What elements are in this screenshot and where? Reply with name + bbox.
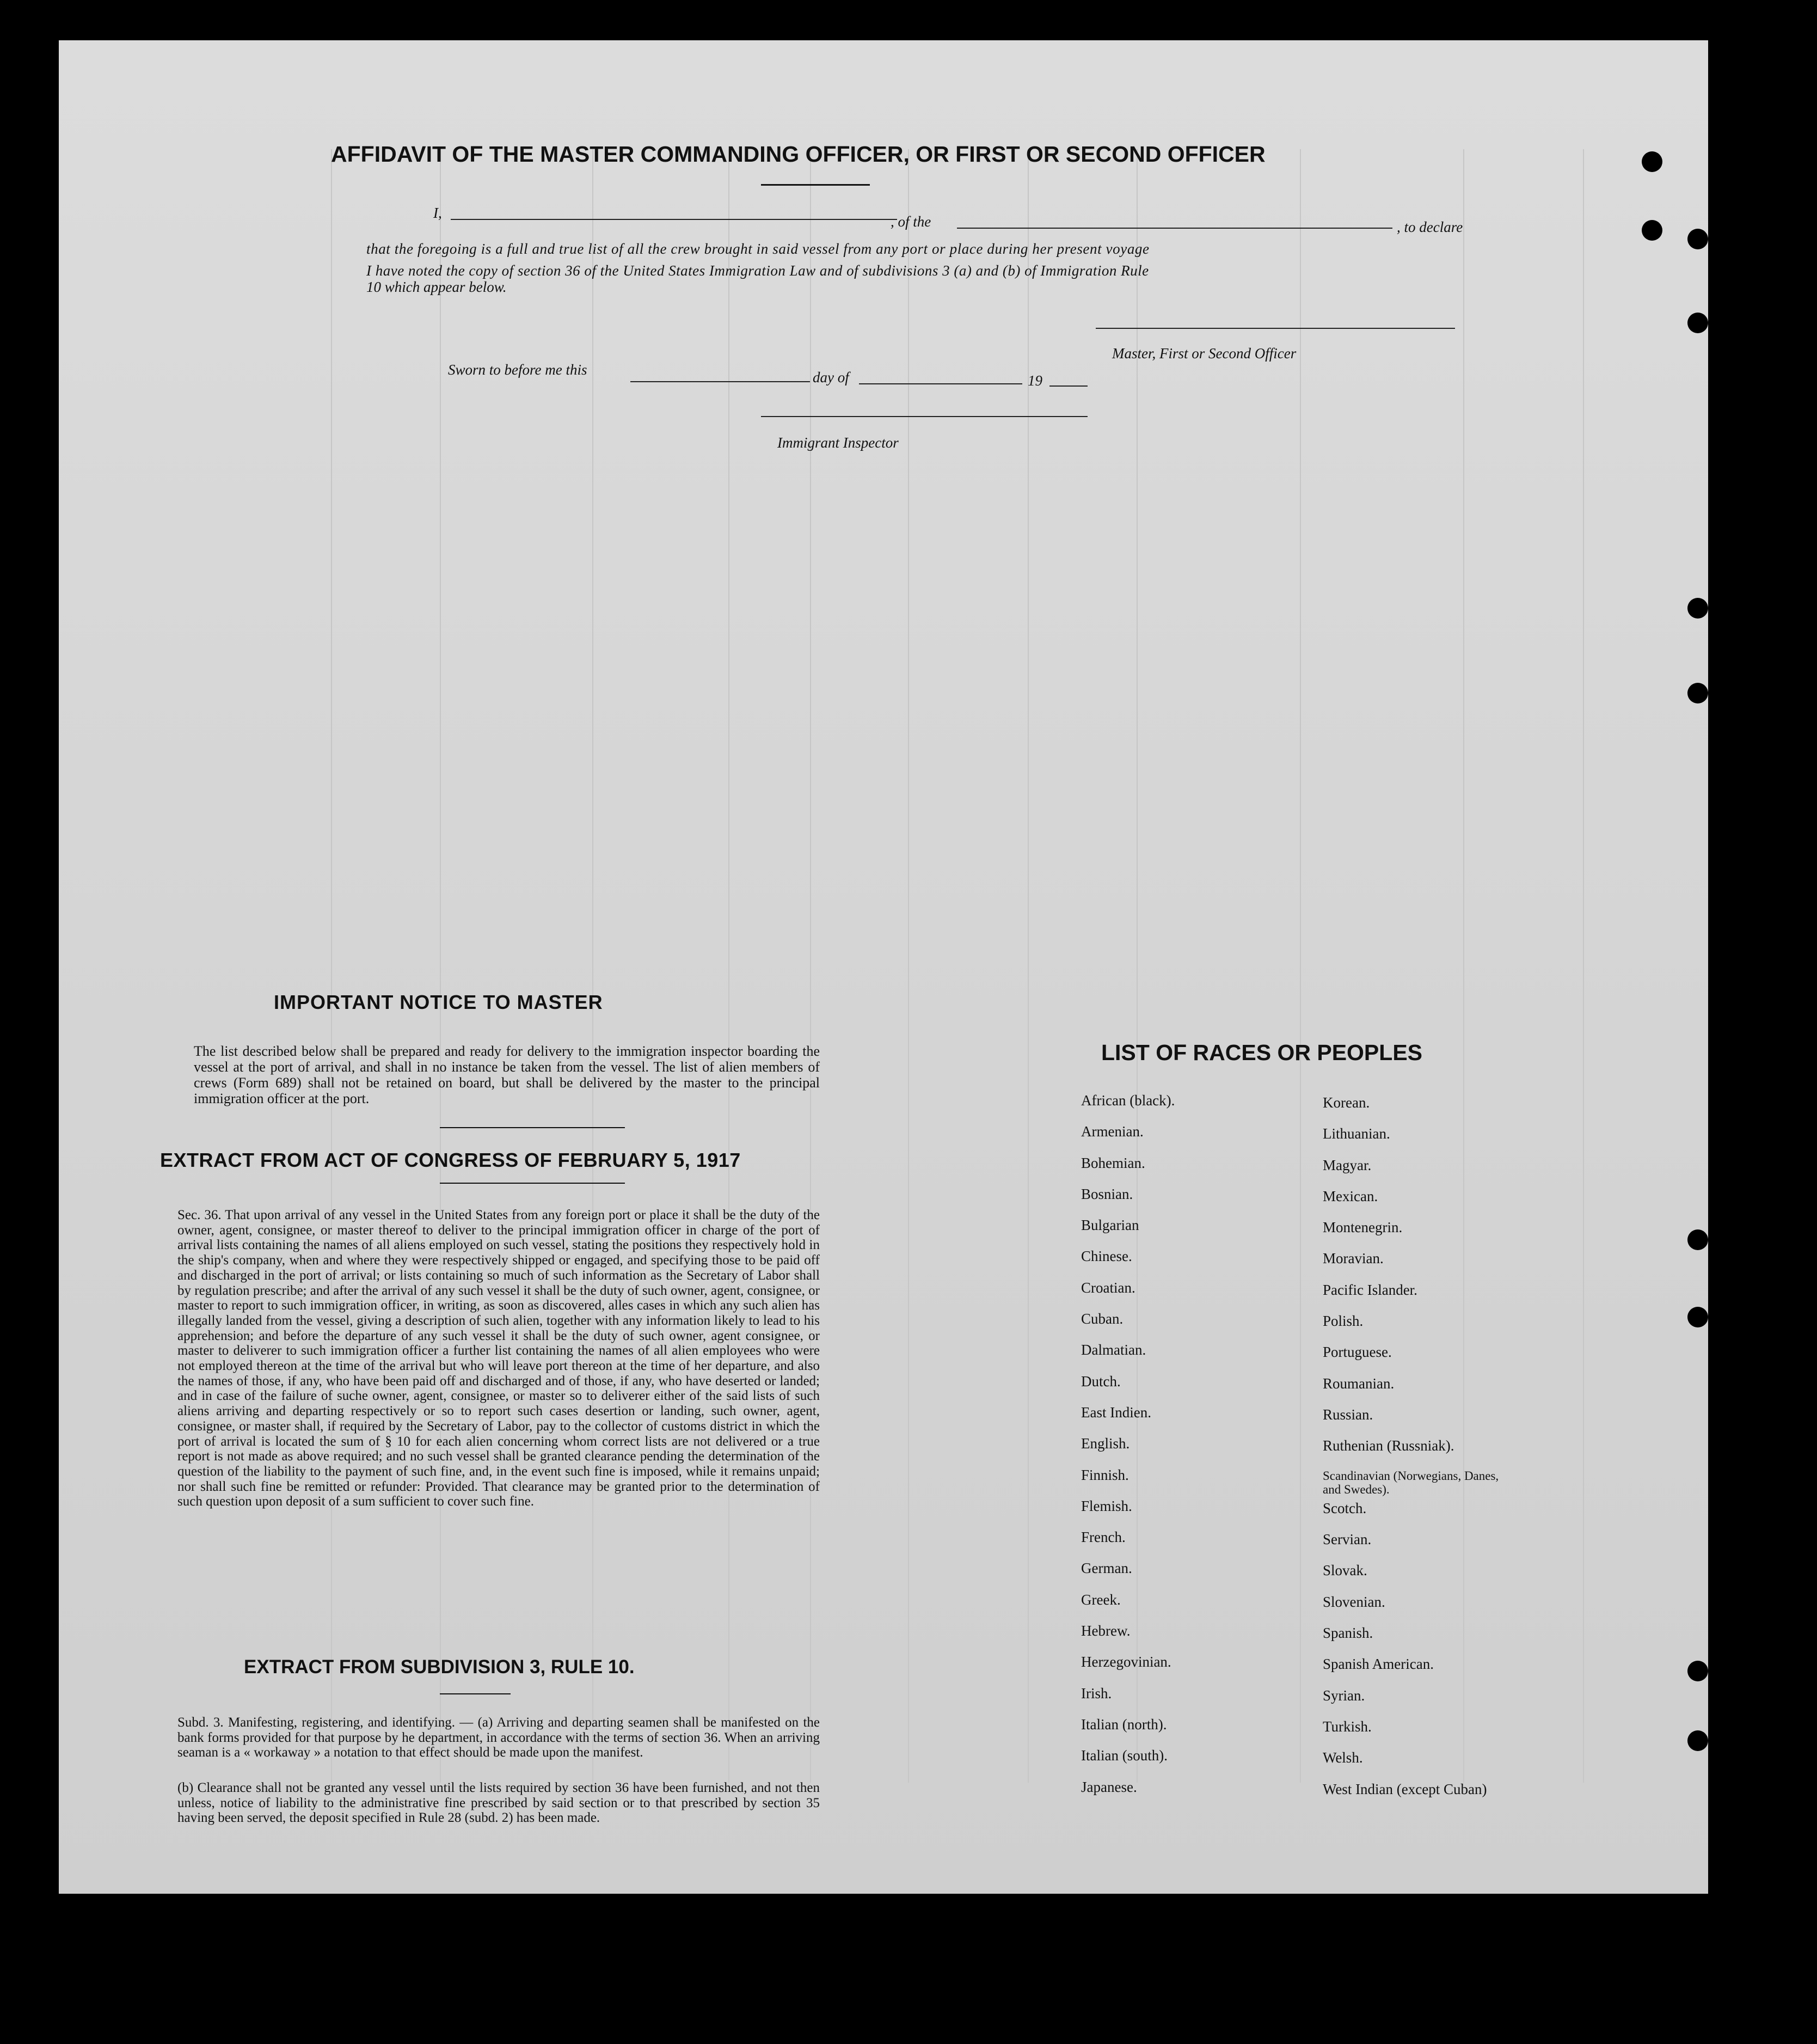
race-item: African (black). [1081,1092,1175,1109]
races-left-column [1081,1092,1175,1810]
punch-hole [1687,1661,1708,1681]
year-blank [1049,385,1088,387]
month-blank [859,383,1022,384]
race-item: Moravian. [1323,1250,1384,1267]
races-right-column [1323,1094,1502,1812]
race-item: Herzegovinian. [1081,1654,1171,1670]
race-item: English. [1081,1435,1130,1452]
affidavit-to-declare-label: , to declare [1397,219,1463,235]
race-item: French. [1081,1529,1126,1546]
inspector-signature-line [761,416,1088,417]
race-item: Finnish. [1081,1466,1129,1483]
race-item: Flemish. [1081,1497,1132,1514]
punch-hole [1687,313,1708,333]
punch-hole [1687,1307,1708,1327]
rule-divider [440,1693,511,1694]
race-item: Turkish. [1323,1718,1372,1735]
race-item: Magyar. [1323,1156,1372,1173]
sworn-label: Sworn to before me this [448,362,587,378]
name-blank-line [451,219,897,220]
race-item: German. [1081,1560,1132,1577]
affidavit-i-label: I, [433,205,442,221]
race-item: Chinese. [1081,1248,1132,1265]
race-item: West Indian (except Cuban) [1323,1780,1487,1797]
punch-hole [1687,1730,1708,1751]
inspector-label: Immigrant Inspector [777,434,899,451]
race-item: Croatian. [1081,1279,1135,1296]
race-item: Armenian. [1081,1123,1144,1140]
affidavit-line-3: I have noted the copy of section 36 of the United States Immigration Law and of subdivisions 3 (a) and (b) of Immigration Rule [366,262,1149,279]
race-item: Slovenian. [1323,1593,1385,1610]
signature-line [1096,328,1455,329]
rule-title: EXTRACT FROM SUBDIVISION 3, RULE 10. [244,1656,635,1678]
punch-hole [1687,1229,1708,1250]
race-item: Syrian. [1323,1687,1365,1704]
act-title: EXTRACT FROM ACT OF CONGRESS OF FEBRUARY 5, 1917 [160,1149,741,1171]
notice-body: The list described below shall be prepared and ready for delivery to the immigration inspector boarding the vessel at the port of arrival, and shall in no instance be taken from the vessel. The list of alien members of crews (Form 689) shall not be retained on board, but shall be delivered by the master to the principal immigration officer at the port. [194,1043,820,1106]
punch-hole [1687,229,1708,249]
notice-divider [440,1127,625,1128]
race-item: Polish. [1323,1313,1364,1330]
race-item: Portuguese. [1323,1344,1392,1361]
day-of-label: day of [813,369,849,385]
race-item: Dalmatian. [1081,1342,1146,1358]
punch-hole [1687,598,1708,619]
punch-hole [1642,220,1662,241]
act-body: Sec. 36. That upon arrival of any vessel in the United States from any foreign port or place it shall be the duty of the owner, agent, consignee, or master thereof to deliver to the principal immigration officer in charge of the port of arrival lists containing the names of all aliens employed on such vessel, stating the positions they respectively hold in the ship's company, when and where they were respectively shipped or engaged, and specifying those to be paid off and discharged in the port of arrival; or lists containing so much of such information as the Secretary of Labor shall by regulation prescribe; and after the arrival of any such vessel it shall be the duty of such owner, agent, consignee, or master to report to such immigration officer, in writing, as soon as discovered, alles cases in which any such alien has illegally landed from the vessel, giving a description of such alien, together with any information likely to lead to his apprehension; and before the departure of any such vessel it shall be the duty of such owner, agent consignee, or master to deliverer to such immigration officer a further list containing the names of all alien employees who were not employed thereon at the time of the arrival but who will leave port thereon at the time of her departure, and also the names of those, if any, who have been paid off and discharged and of those, if any, who have deserted or landed; and in case of the failure of suche owner, agent, consignee, or master so to deliverer either of the said lists of such aliens arriving and departing respectively or so to report such cases desertion or landing, such owner, agent, consignee, or master shall, if required by the Secretary of Labor, pay to the collector of customs district in which the port of arrival is located the sum of § 10 for each alien concerning whom correct lists are not delivered or a true report is not made as above required; and no such vessel shall be granted clearance pending the determination of the question of the liability to the payment of such fine, and, in the event such fine is imposed, while it remains unpaid; nor shall such fine be remitted or refunder: Provided. That clearance may be granted prior to the determination of such question upon deposit of a sum sufficient to cover such fine. [177,1208,820,1509]
race-item: Dutch. [1081,1373,1121,1390]
race-item: Hebrew. [1081,1623,1131,1639]
affidavit-title: AFFIDAVIT OF THE MASTER COMMANDING OFFICER, OR FIRST OR SECOND OFFICER [331,142,1266,167]
race-item: Irish. [1081,1685,1112,1702]
race-item: Ruthenian (Russniak). [1323,1437,1454,1454]
rule-body-b: (b) Clearance shall not be granted any vessel until the lists required by section 36 have been furnished, and not then unless, notice of liability to the administrative fine prescribed by said section or to that prescribed by section 35 having been served, the deposit specified in Rule 28 (subd. 2) has been made. [177,1780,820,1825]
race-item: Mexican. [1323,1188,1378,1204]
race-item: Scotch. [1323,1500,1367,1516]
race-item: Slovak. [1323,1562,1367,1579]
punch-hole [1687,683,1708,703]
race-item: Pacific Islander. [1323,1281,1417,1298]
signature-label: Master, First or Second Officer [1112,345,1297,362]
race-item: Scandinavian (Norwegians, Danes, and Swedes). [1323,1468,1499,1496]
race-item: Cuban. [1081,1311,1124,1327]
race-item: Montenegrin. [1323,1219,1403,1236]
race-item: Italian (north). [1081,1716,1167,1733]
sworn-day-blank [630,381,810,382]
affidavit-line-4: 10 which appear below. [366,279,507,295]
race-item: Greek. [1081,1591,1121,1608]
race-item: Italian (south). [1081,1747,1168,1764]
vessel-blank-line [957,228,1392,229]
title-divider [761,184,870,186]
race-item: Roumanian. [1323,1375,1395,1392]
race-item: Spanish American. [1323,1656,1434,1673]
race-item: Korean. [1323,1094,1370,1111]
race-item: Spanish. [1323,1625,1373,1642]
race-item: Bosnian. [1081,1185,1133,1202]
notice-title: IMPORTANT NOTICE TO MASTER [274,991,603,1013]
act-divider [440,1183,625,1184]
race-item: Bohemian. [1081,1154,1145,1171]
year-prefix: 19 [1028,372,1042,389]
race-item: East Indien. [1081,1404,1151,1421]
race-item: Bulgarian [1081,1217,1139,1234]
race-item: Servian. [1323,1531,1372,1548]
race-item: Welsh. [1323,1749,1363,1766]
race-item: Lithuanian. [1323,1125,1390,1142]
affidavit-of-the-label: , of the [891,213,931,230]
rule-body-a: Subd. 3. Manifesting, registering, and identifying. — (a) Arriving and departing seamen shall be manifested on the bank forms provided for that purpose by he department, in accordance with the terms of section 36. When an arriving seaman is a « workaway » a notation to that effect should be made upon the manifest. [177,1715,820,1760]
affidavit-line-2: that the foregoing is a full and true list of all the crew brought in said vessel from any port or place during her present voyage [366,241,1150,257]
document-page [59,40,1708,1894]
race-item: Russian. [1323,1406,1373,1423]
races-title: LIST OF RACES OR PEOPLES [1101,1040,1423,1065]
race-item: Japanese. [1081,1778,1137,1795]
punch-hole [1642,151,1662,172]
